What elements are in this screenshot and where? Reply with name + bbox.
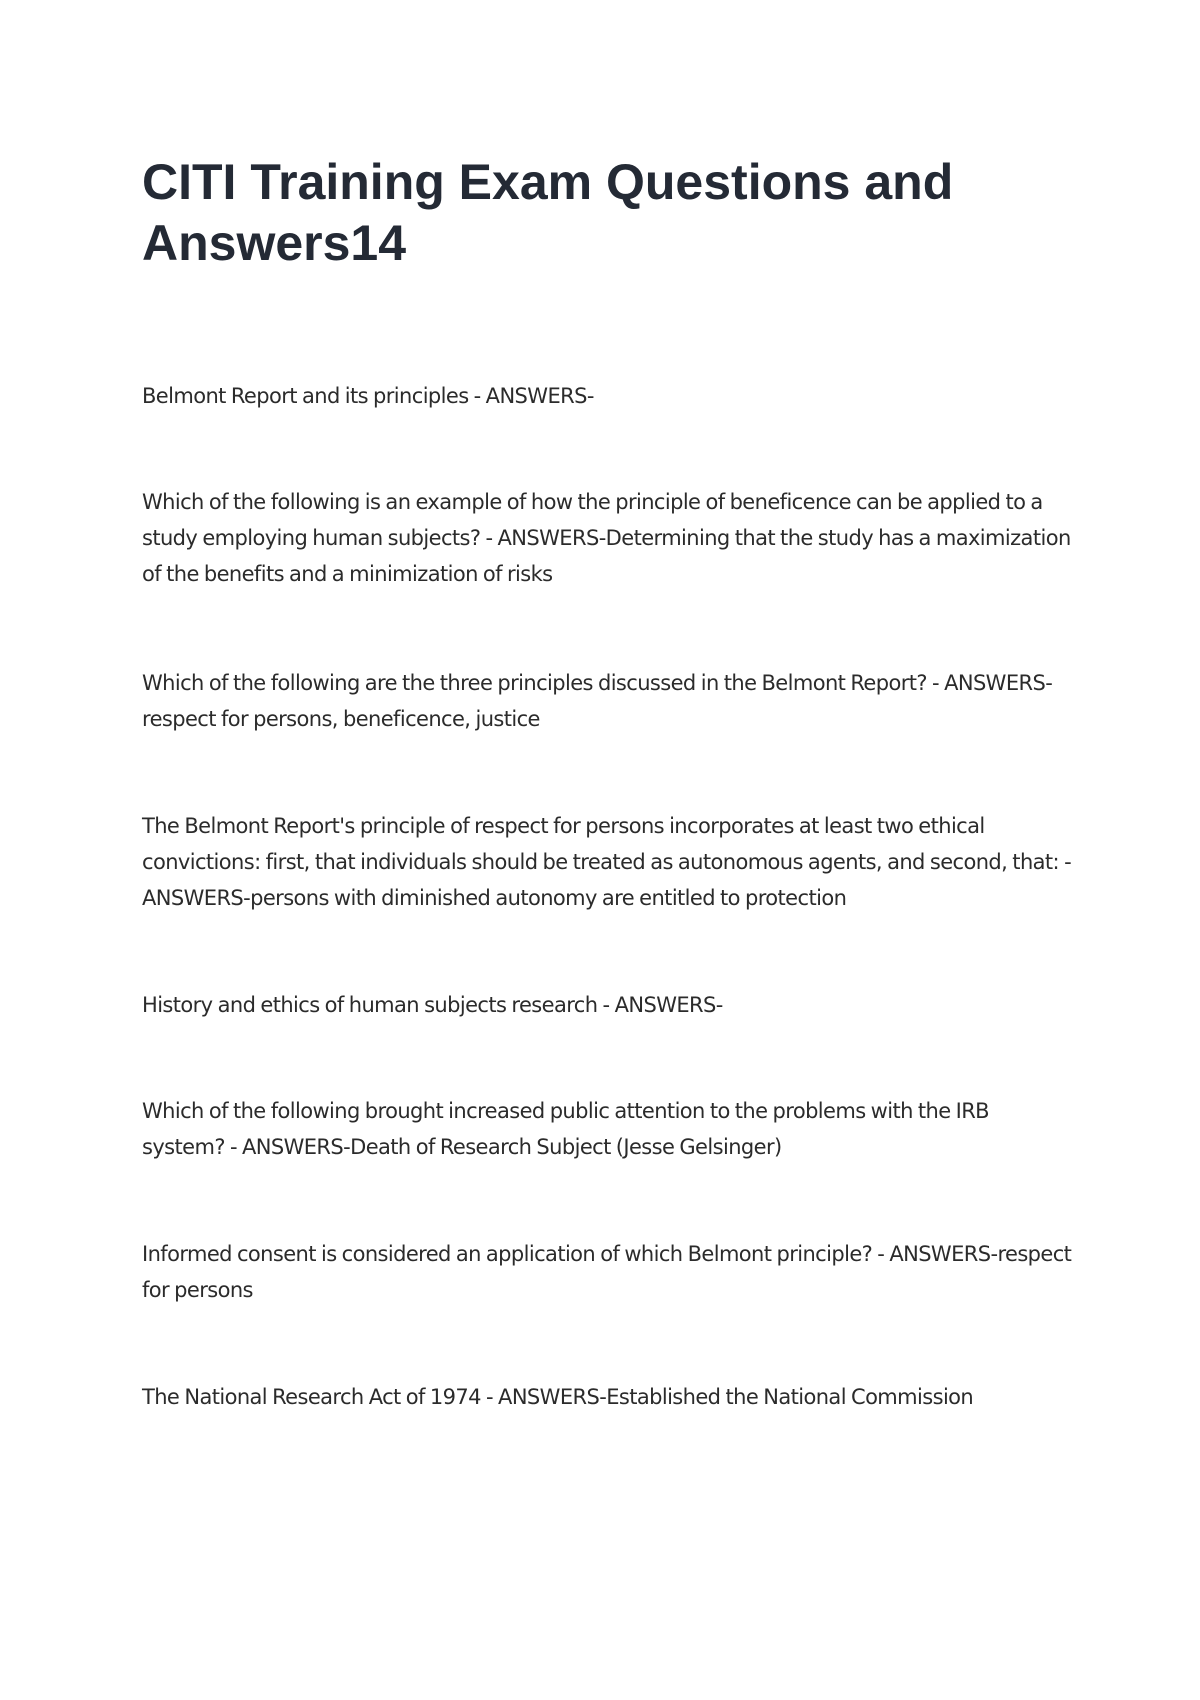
- qa-entry-three-principles: Which of the following are the three principles discussed in the Belmont Report? - ANSWERS-respect for persons, beneficence, justice: [142, 671, 1053, 731]
- qa-entry-informed-consent: Informed consent is considered an application of which Belmont principle? - ANSWERS-respect for persons: [142, 1242, 1072, 1302]
- qa-entry-beneficence-example: Which of the following is an example of how the principle of beneficence can be applied to a study employing human subjects? - ANSWERS-Determining that the study has a maximization of the benefits and a minimization of risks: [142, 490, 1071, 586]
- qa-entry-respect-for-persons: The Belmont Report's principle of respect for persons incorporates at least two ethical convictions: first, that individuals should be treated as autonomous agents, and second, that: - ANSWERS-persons with diminished autonomy are entitled to protection: [142, 814, 1072, 910]
- document-title: CITI Training Exam Questions and Answers14: [142, 154, 954, 271]
- qa-entry-history-ethics-heading: History and ethics of human subjects research - ANSWERS-: [142, 993, 723, 1017]
- qa-entry-irb-public-attention: Which of the following brought increased public attention to the problems with the IRB system? - ANSWERS-Death of Research Subject (Jesse Gelsinger): [142, 1099, 989, 1159]
- qa-entry-national-research-act: The National Research Act of 1974 - ANSWERS-Established the National Commission: [142, 1385, 974, 1409]
- qa-entry-belmont-report-heading: Belmont Report and its principles - ANSWERS-: [142, 384, 594, 408]
